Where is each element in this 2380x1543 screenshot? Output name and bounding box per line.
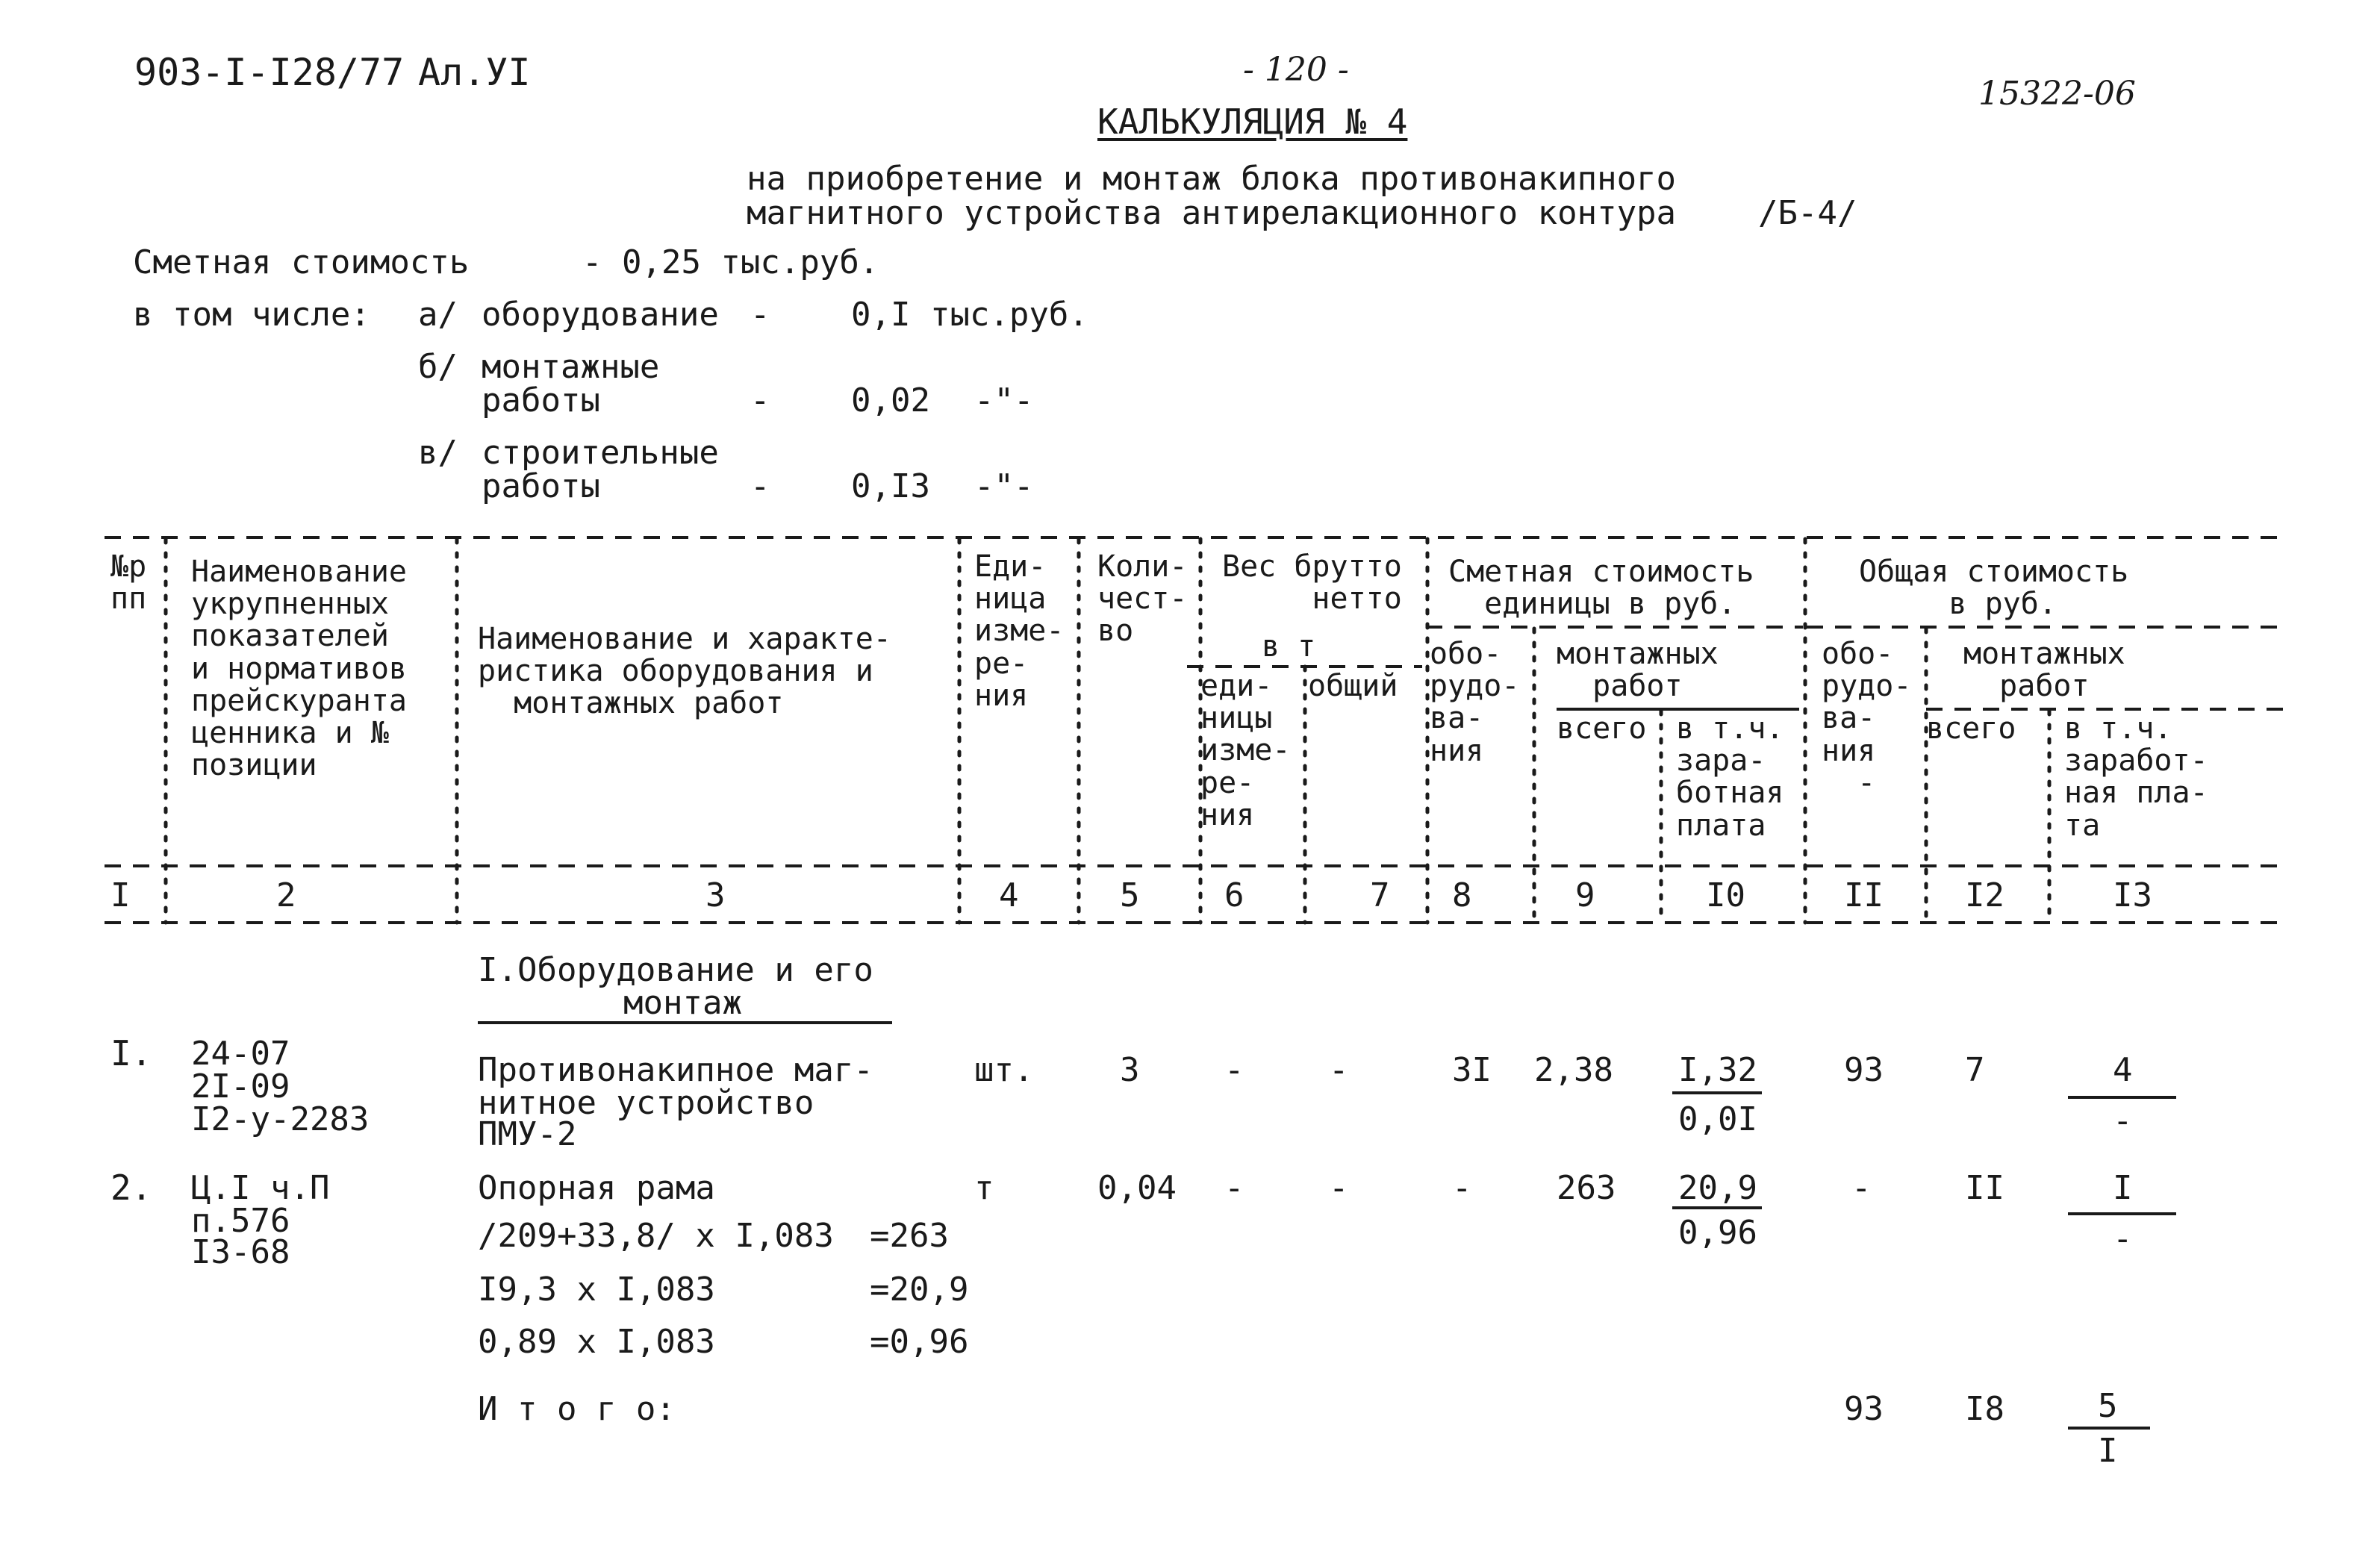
- row1-weight-unit: -: [1224, 1051, 1244, 1089]
- item-a-value: 0,I тыс.руб.: [851, 296, 1088, 334]
- calc-1-expression: /209+33,8/ x I,083: [478, 1217, 834, 1255]
- document-title: КАЛЬКУЛЯЦИЯ № 4: [1097, 102, 1408, 142]
- cost-label: Сметная стоимость: [133, 243, 470, 281]
- row2-equipment-unit-cost: -: [1452, 1169, 1472, 1207]
- header-col-10: в т.ч. зара- ботная плата: [1676, 711, 1784, 843]
- row1-ref-1: 24-07: [191, 1035, 290, 1073]
- subtitle-line-2: магнитного устройства антирелакционного контура: [747, 194, 1677, 232]
- header-col-11: обо- рудо- ва- ния -: [1822, 637, 1912, 800]
- row2-equipment-total: -: [1851, 1169, 1872, 1207]
- album-number: Ал.УI: [418, 51, 531, 94]
- item-c-label-1: строительные: [482, 434, 719, 472]
- row1-mount-wage-total: 4: [2113, 1051, 2133, 1089]
- item-b-dash: -: [750, 381, 770, 420]
- section-title-line-2: монтаж: [623, 984, 742, 1022]
- row1-mount-unit-total: 2,38: [1534, 1051, 1613, 1089]
- colnum-6: 6: [1224, 876, 1244, 914]
- colnum-10: I0: [1706, 876, 1745, 914]
- row1-mount-total: 7: [1965, 1051, 1985, 1089]
- header-col-12: всего: [1926, 711, 2016, 746]
- colnum-8: 8: [1452, 876, 1472, 914]
- colnum-13: I3: [2113, 876, 2152, 914]
- archive-stamp: 15322-06: [1978, 75, 2136, 113]
- header-col-6: еди- ницы изме- ре- ния: [1200, 669, 1291, 832]
- header-col-7: общий: [1308, 669, 1398, 703]
- row2-name: Опорная рама: [478, 1169, 715, 1207]
- calc-3-expression: 0,89 x I,083: [478, 1323, 715, 1361]
- colnum-3: 3: [705, 876, 726, 914]
- row1-name-3: ПМУ-2: [478, 1115, 577, 1153]
- header-mount-group: монтажных работ: [1557, 637, 1719, 704]
- row1-mount-unit-wage-sub: 0,0I: [1678, 1100, 1757, 1138]
- item-b-label-2: работы: [482, 381, 600, 420]
- row2-number: 2.: [110, 1168, 152, 1208]
- row1-equipment-total: 93: [1844, 1051, 1884, 1089]
- page-number: - 120 -: [1243, 51, 1349, 89]
- row2-ref-2: п.576: [191, 1202, 290, 1240]
- row1-mount-unit-wage: I,32: [1678, 1051, 1757, 1089]
- colnum-1: I: [110, 876, 131, 914]
- calc-2-result: =20,9: [870, 1271, 969, 1309]
- including-label: в том числе:: [133, 296, 370, 334]
- header-col-1: №р пп: [110, 549, 147, 617]
- colnum-2: 2: [276, 876, 296, 914]
- header-col-3: Наименование и характе- ристика оборудования и монтажных работ: [478, 622, 891, 721]
- item-b-letter: б/: [418, 348, 458, 386]
- item-c-label-2: работы: [482, 467, 600, 505]
- row1-number: I.: [110, 1033, 152, 1073]
- total-mount-wage-sub: I: [2098, 1432, 2118, 1470]
- item-a-letter: а/: [418, 296, 458, 334]
- item-c-value: 0,I3: [851, 467, 930, 505]
- row2-mount-wage-total-sub: -: [2113, 1220, 2133, 1258]
- total-mount: I8: [1965, 1390, 2004, 1428]
- header-unit-cost-group: Сметная стоимость единицы в руб.: [1448, 555, 1754, 622]
- row1-qty: 3: [1120, 1051, 1140, 1089]
- row1-name-2: нитное устройство: [478, 1084, 814, 1122]
- header-col-9: всего: [1557, 711, 1647, 746]
- doc-code: 903-I-I28/77: [134, 51, 405, 94]
- row1-weight-total: -: [1329, 1051, 1349, 1089]
- section-title-line-1: I.Оборудование и его: [478, 951, 873, 989]
- row2-mount-unit-wage: 20,9: [1678, 1169, 1757, 1207]
- item-c-dash: -: [750, 467, 770, 505]
- row2-mount-wage-total: I: [2113, 1169, 2133, 1207]
- header-weight-unit: в т: [1262, 629, 1316, 664]
- total-mount-wage: 5: [2098, 1387, 2118, 1425]
- item-c-letter: в/: [418, 434, 458, 472]
- row2-ref-3: I3-68: [191, 1233, 290, 1271]
- header-col-2: Наименование укрупненных показателей и нормативов прейскуранта ценника и № позиции: [191, 555, 407, 783]
- item-a-dash: -: [750, 296, 770, 334]
- calc-3-result: =0,96: [870, 1323, 969, 1361]
- colnum-5: 5: [1120, 876, 1140, 914]
- header-col-13: в т.ч. заработ- ная пла- та: [2064, 711, 2208, 843]
- block-code: /Б-4/: [1758, 194, 1857, 232]
- colnum-11: II: [1844, 876, 1884, 914]
- row1-unit: шт.: [974, 1051, 1034, 1089]
- header-mount-group-2: монтажных работ: [1963, 637, 2125, 704]
- row2-mount-total: II: [1965, 1169, 2004, 1207]
- row2-ref-1: Ц.I ч.П: [191, 1169, 330, 1207]
- item-a-label: оборудование: [482, 296, 719, 334]
- cost-value: - 0,25 тыс.руб.: [582, 243, 879, 281]
- colnum-12: I2: [1965, 876, 2004, 914]
- row1-mount-wage-total-sub: -: [2113, 1102, 2133, 1140]
- total-label: И т о г о:: [478, 1390, 676, 1428]
- calc-1-result: =263: [870, 1217, 949, 1255]
- header-col-8: обо- рудо- ва- ния: [1430, 637, 1520, 768]
- row2-qty: 0,04: [1097, 1169, 1177, 1207]
- header-weight: Вес брутто нетто: [1222, 549, 1402, 617]
- row2-weight-total: -: [1329, 1169, 1349, 1207]
- colnum-7: 7: [1370, 876, 1390, 914]
- header-total-cost-group: Общая стоимость в руб.: [1859, 555, 2129, 622]
- row2-unit: т: [974, 1169, 994, 1207]
- calc-2-expression: I9,3 x I,083: [478, 1271, 715, 1309]
- row1-ref-2: 2I-09: [191, 1067, 290, 1106]
- row1-name-1: Противонакипное маг-: [478, 1051, 873, 1089]
- colnum-9: 9: [1575, 876, 1595, 914]
- item-c-ditto: -"-: [974, 467, 1034, 505]
- row2-mount-unit-total: 263: [1557, 1169, 1616, 1207]
- item-b-ditto: -"-: [974, 381, 1034, 420]
- header-col-5: Коли- чест- во: [1097, 549, 1188, 649]
- header-col-4: Еди- ница изме- ре- ния: [974, 549, 1065, 713]
- row1-ref-3: I2-у-2283: [191, 1100, 370, 1138]
- subtitle-line-1: на приобретение и монтаж блока противонакипного: [747, 160, 1677, 198]
- colnum-4: 4: [999, 876, 1019, 914]
- item-b-value: 0,02: [851, 381, 930, 420]
- total-equipment: 93: [1844, 1390, 1884, 1428]
- item-b-label-1: монтажные: [482, 348, 660, 386]
- row1-equipment-unit-cost: 3I: [1452, 1051, 1492, 1089]
- row2-mount-unit-wage-sub: 0,96: [1678, 1214, 1757, 1252]
- row2-weight-unit: -: [1224, 1169, 1244, 1207]
